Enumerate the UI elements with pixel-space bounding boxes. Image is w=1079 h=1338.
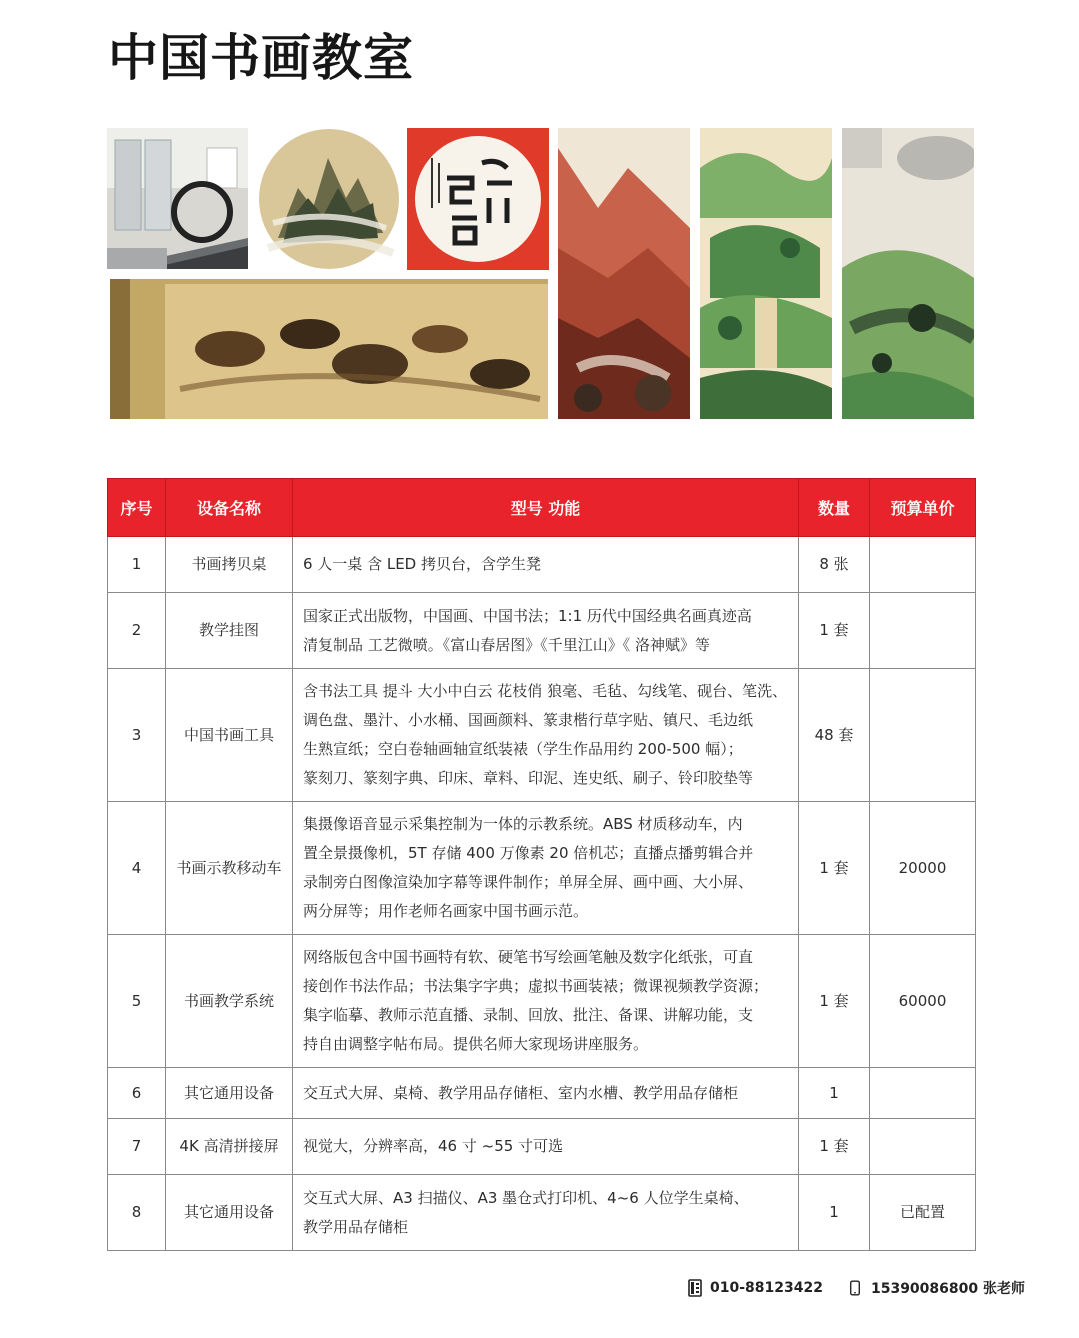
function-line: 篆刻刀、篆刻字典、印床、章料、印泥、连史纸、刷子、铃印胶垫等: [303, 769, 754, 787]
function-line: 生熟宣纸；空白卷轴画轴宣纸装裱（学生作品用约 200-500 幅）；: [303, 740, 743, 758]
landline-number[interactable]: 010-88123422: [710, 1280, 823, 1296]
function-line: 6 人一桌 含 LED 拷贝台，含学生凳: [303, 555, 542, 573]
function-line: 两分屏等；用作老师名画家中国书画示范。: [303, 902, 589, 920]
cell-price: [870, 1119, 976, 1175]
cell-qty: 48 套: [799, 669, 870, 802]
cell-function: [293, 669, 799, 802]
function-line: 集摄像语音显示采集控制为一体的示教系统。ABS 材质移动车，内: [303, 815, 743, 833]
cell-qty: 8 张: [799, 537, 870, 593]
cell-name: 书画示教移动车: [166, 802, 293, 935]
cell-no: 8: [108, 1175, 166, 1251]
function-line: 交互式大屏、桌椅、教学用品存储柜、室内水槽、教学用品存储柜: [303, 1083, 739, 1102]
function-line: 接创作书法作品；书法集字字典；虚拟书画装裱；微课视频教学资源；: [303, 977, 769, 995]
cell-qty: 1 套: [799, 935, 870, 1068]
cell-no: 5: [108, 935, 166, 1068]
page-title: 中国书画教室: [108, 29, 414, 87]
photo-green-landscape-1: [700, 128, 832, 419]
cell-qty: 1 套: [799, 802, 870, 935]
function-line: 教学用品存储柜: [303, 1217, 409, 1236]
function-line: 置全景摄像机，5T 存储 400 万像素 20 倍机芯；直播点播剪辑合并: [303, 844, 754, 862]
table-row: [108, 1175, 976, 1251]
cell-price: [870, 1068, 976, 1119]
function-line: 清复制品 工艺微喷。《富山春居图》《千里江山》《 洛神赋》等: [303, 635, 711, 654]
cell-name: 其它通用设备: [166, 1068, 293, 1119]
cell-function: [293, 802, 799, 935]
cell-name: 书画拷贝桌: [166, 537, 293, 593]
equipment-table: [107, 478, 976, 1251]
table-row: [108, 935, 976, 1068]
cell-function: [293, 1175, 799, 1251]
function-line: 视觉大，分辨率高，46 寸 ~55 寸可选: [303, 1137, 564, 1155]
function-line: 国家正式出版物，中国画、中国书法；1:1 历代中国经典名画真迹高: [303, 606, 752, 625]
function-line: 录制旁白图像渲染加字幕等课件制作；单屏全屏、画中画、大小屏、: [303, 873, 754, 891]
landline-phone-icon: [688, 1279, 702, 1297]
cell-price: 20000: [870, 802, 976, 935]
cell-function: [293, 537, 799, 593]
cell-price: 已配置: [870, 1175, 976, 1251]
cell-no: 4: [108, 802, 166, 935]
function-line: 含书法工具 提斗 大小中白云 花枝俏 狼毫、毛毡、勾线笔、砚台、笔洗、: [303, 682, 788, 700]
mobile-phone-icon: [849, 1279, 863, 1297]
function-line: 持自由调整字帖布局。提供名师大家现场讲座服务。: [303, 1035, 649, 1053]
cell-function: [293, 935, 799, 1068]
cell-price: [870, 537, 976, 593]
header-price: 预算单价: [870, 479, 976, 537]
table-row: [108, 1119, 976, 1175]
cell-no: 1: [108, 537, 166, 593]
cell-no: 2: [108, 593, 166, 669]
cell-name: 4K 高清拼接屏: [166, 1119, 293, 1175]
table-row: [108, 669, 976, 802]
cell-no: 6: [108, 1068, 166, 1119]
table-row: [108, 802, 976, 935]
function-line: 调色盘、墨汁、小水桶、国画颜料、篆隶楷行草字贴、镇尺、毛边纸: [303, 711, 754, 729]
cell-qty: 1 套: [799, 593, 870, 669]
table-header-row: [108, 479, 976, 537]
cell-name: 教学挂图: [166, 593, 293, 669]
photo-green-landscape-2: [842, 128, 974, 419]
cell-price: 60000: [870, 935, 976, 1068]
function-line: 集字临摹、教师示范直播、录制、回放、批注、备课、讲解功能，支: [303, 1006, 754, 1024]
table-row: [108, 593, 976, 669]
cell-name: 中国书画工具: [166, 669, 293, 802]
function-line: 交互式大屏、A3 扫描仪、A3 墨仓式打印机、4~6 人位学生桌椅、: [303, 1188, 749, 1207]
header-qty: 数量: [799, 479, 870, 537]
cell-name: 其它通用设备: [166, 1175, 293, 1251]
cell-qty: 1: [799, 1068, 870, 1119]
photo-classroom: [107, 128, 248, 269]
cell-qty: 1 套: [799, 1119, 870, 1175]
header-function: 型号 功能: [293, 479, 799, 537]
cell-price: [870, 593, 976, 669]
table-row: [108, 537, 976, 593]
photo-seal-calligraphy: [407, 128, 549, 270]
cell-name: 书画教学系统: [166, 935, 293, 1068]
mobile-number[interactable]: 15390086800 张老师: [870, 1281, 1025, 1297]
photo-round-landscape: [258, 128, 400, 270]
photo-horses-scroll: [110, 279, 548, 419]
cell-qty: 1: [799, 1175, 870, 1251]
cell-no: 7: [108, 1119, 166, 1175]
table-row: [108, 1068, 976, 1119]
header-no: 序号: [108, 479, 166, 537]
header-name: 设备名称: [166, 479, 293, 537]
cell-function: [293, 1068, 799, 1119]
contact-footer: [688, 1278, 1025, 1298]
function-line: 网络版包含中国书画特有软、硬笔书写绘画笔触及数字化纸张，可直: [303, 948, 754, 966]
cell-function: [293, 593, 799, 669]
cell-price: [870, 669, 976, 802]
photo-red-mountains: [558, 128, 690, 419]
cell-function: [293, 1119, 799, 1175]
cell-no: 3: [108, 669, 166, 802]
